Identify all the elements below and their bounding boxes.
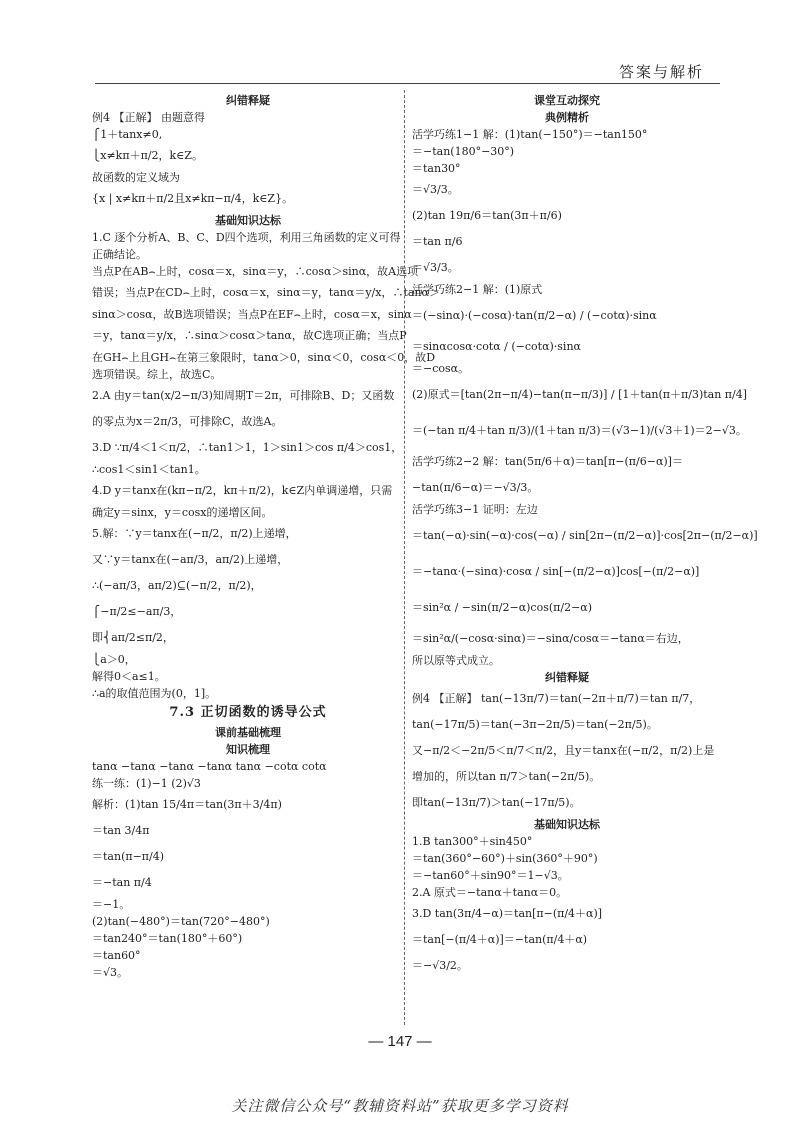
column-divider bbox=[404, 90, 405, 1025]
text-line: 的零点为x＝2π/3，可排除C，故选A。 bbox=[92, 415, 283, 428]
text-line: ⎩x≠kπ＋π/2，k∈Z。 bbox=[92, 149, 203, 162]
section-heading: 纠错释疑 bbox=[226, 94, 270, 107]
text-line: 又∵y＝tanx在(−aπ/3，aπ/2)上递增， bbox=[92, 553, 289, 566]
text-line: ＝sin²α / −sin(π/2−α)cos(π/2−α) bbox=[412, 601, 593, 614]
section-heading: 课前基础梳理 bbox=[215, 726, 281, 739]
right-column bbox=[412, 92, 758, 979]
section-heading: 知识梳理 bbox=[226, 743, 270, 756]
text-line: {x | x≠kπ＋π/2且x≠kπ−π/4，k∈Z}。 bbox=[92, 192, 294, 205]
text-line: 正确结论。 bbox=[92, 248, 147, 261]
text-line: ＝−cosα。 bbox=[412, 362, 470, 375]
text-line: ＝−tan(180°−30°) bbox=[412, 145, 515, 158]
text-line: 所以原等式成立。 bbox=[412, 654, 500, 667]
text-line: 3.D tan(3π/4−α)＝tan[π−(π/4＋α)] bbox=[412, 907, 603, 920]
text-line: 活学巧练1−1 解：(1)tan(−150°)＝−tan150° bbox=[412, 128, 648, 141]
text-line: ＝tan(π−π/4) bbox=[92, 850, 165, 863]
text-line: 选项错误。综上，故选C。 bbox=[92, 368, 222, 381]
text-line: ＝sin²α/(−cosα·sinα)＝−sinα/cosα＝−tanα＝右边， bbox=[412, 632, 689, 645]
footer-note: 关注微信公众号“教辅资料站”获取更多学习资料 bbox=[231, 1097, 569, 1115]
text-line: ＝tan240°＝tan(180°＋60°) bbox=[92, 932, 243, 945]
text-line: ＝−tanα·(−sinα)·cosα / sin[−(π/2−α)]cos[−(π/2−α)] bbox=[412, 565, 700, 578]
text-line: 例4 【正解】 tan(−13π/7)＝tan(−2π＋π/7)＝tan π/7， bbox=[412, 692, 701, 705]
text-line: 又−π/2＜−2π/5＜π/7＜π/2，且y＝tanx在(−π/2，π/2)上是 bbox=[412, 744, 715, 757]
text-line: ＝tan60° bbox=[92, 949, 141, 962]
text-line: ＝tan(360°−60°)＋sin(360°＋90°) bbox=[412, 852, 598, 865]
text-line: 当点P在AB⌢上时，cosα＝x，sinα＝y，∴cosα＞sinα，故A选项 bbox=[92, 265, 419, 278]
text-line: ∴a的取值范围为(0，1]。 bbox=[92, 687, 217, 700]
section-heading: 纠错释疑 bbox=[545, 671, 589, 684]
text-line: 2.A 由y＝tan(x/2−π/3)知周期T＝2π，可排除B、D；又函数 bbox=[92, 389, 395, 402]
page-number: — 147 — bbox=[368, 1033, 432, 1050]
text-line: ＝√3/3。 bbox=[412, 261, 459, 274]
text-line: 确定y＝sinx，y＝cosx的递增区间。 bbox=[92, 506, 273, 519]
text-line: (2)原式＝[tan(2π−π/4)−tan(π−π/3)] / [1＋tan(π＋π/3)tan π/4] bbox=[412, 388, 748, 401]
text-line: 即⎨aπ/2≤π/2， bbox=[92, 631, 174, 644]
text-line: tan(−17π/5)＝tan(−3π−2π/5)＝tan(−2π/5)。 bbox=[412, 718, 658, 731]
text-line: 解析：(1)tan 15/4π＝tan(3π＋3/4π) bbox=[92, 798, 282, 811]
text-line: ＝√3。 bbox=[92, 966, 129, 979]
text-line: ＝(−sinα)·(−cosα)·tan(π/2−α) / (−cotα)·sinα bbox=[412, 309, 657, 322]
text-line: ∴(−aπ/3，aπ/2)⊆(−π/2，π/2)， bbox=[92, 579, 262, 592]
text-line: 2.A 原式＝−tanα＋tanα＝0。 bbox=[412, 886, 568, 899]
section-heading: 课堂互动探究 bbox=[534, 94, 600, 107]
text-line: ＝(−tan π/4＋tan π/3)/(1＋tan π/3)＝(√3−1)/(√3＋1)＝2−√3。 bbox=[412, 424, 747, 437]
text-line: 错误；当点P在CD⌢上时，cosα＝x，sinα＝y，tanα＝y/x，∴tanα＞ bbox=[92, 286, 440, 299]
section-heading: 典例精析 bbox=[545, 111, 589, 124]
text-line: ＝−1。 bbox=[92, 898, 131, 911]
text-line: ＝sinαcosα·cotα / (−cotα)·sinα bbox=[412, 340, 581, 353]
text-line: ＝tan 3/4π bbox=[92, 824, 150, 837]
text-line: 解得0＜a≤1。 bbox=[92, 670, 166, 683]
header-title: 答案与解析 bbox=[618, 63, 704, 81]
section-heading: 基础知识达标 bbox=[215, 214, 281, 227]
text-line: ⎧1＋tanx≠0, bbox=[92, 128, 163, 141]
text-line: 练一练：(1)−1 (2)√3 bbox=[92, 777, 201, 790]
text-line: ＝√3/3。 bbox=[412, 183, 459, 196]
text-line: 故函数的定义域为 bbox=[92, 171, 180, 184]
text-line: ＝tan30° bbox=[412, 162, 461, 175]
text-line: ＝tan[−(π/4＋α)]＝−tan(π/4＋α) bbox=[412, 933, 588, 946]
text-line: (2)tan(−480°)＝tan(720°−480°) bbox=[92, 915, 270, 928]
text-line: 在GH⌢上且GH⌢在第三象限时，tanα＞0，sinα＜0，cosα＜0，故D bbox=[92, 351, 436, 364]
text-line: 活学巧练2−2 解：tan(5π/6＋α)＝tan[π−(π/6−α)]＝ bbox=[412, 455, 683, 468]
text-line: ＝y，tanα＝y/x，∴sinα＞cosα＞tanα，故C选项正确；当点P bbox=[92, 329, 407, 342]
text-line: (2)tan 19π/6＝tan(3π＋π/6) bbox=[412, 209, 562, 222]
text-line: 5.解：∵y＝tanx在(−π/2，π/2)上递增， bbox=[92, 527, 297, 540]
section-heading: 基础知识达标 bbox=[534, 818, 600, 831]
text-line: 3.D ∵π/4＜1＜π/2，∴tan1＞1，1＞sin1＞cos π/4＞cos1， bbox=[92, 441, 403, 454]
text-line: sinα＞cosα，故B选项错误；当点P在EF⌢上时，cosα＝x，sinα bbox=[92, 308, 412, 321]
text-line: −tan(π/6−α)＝−√3/3。 bbox=[412, 481, 539, 494]
text-line: 1.B tan300°＋sin450° bbox=[412, 835, 533, 848]
text-line: 即tan(−13π/7)＞tan(−17π/5)。 bbox=[412, 796, 581, 809]
text-line: ⎧−π/2≤−aπ/3， bbox=[92, 605, 182, 618]
text-line: ＝−√3/2。 bbox=[412, 959, 468, 972]
text-line: ＝tan(−α)·sin(−α)·cos(−α) / sin[2π−(π/2−α)]·cos[2π−(π/2−α)] bbox=[412, 529, 758, 542]
text-line: tanα −tanα −tanα −tanα tanα −cotα cotα bbox=[92, 760, 327, 773]
text-line: 活学巧练3−1 证明：左边 bbox=[412, 503, 538, 516]
text-line: ＝−tan π/4 bbox=[92, 876, 152, 889]
text-line: 4.D y＝tanx在(kπ−π/2，kπ＋π/2)，k∈Z内单调递增，只需 bbox=[92, 484, 393, 497]
text-line: 活学巧练2−1 解：(1)原式 bbox=[412, 283, 543, 296]
text-line: 例4 【正解】 由题意得 bbox=[92, 111, 205, 124]
text-line: 增加的，所以tan π/7＞tan(−2π/5)。 bbox=[412, 770, 601, 783]
section-heading: 7.3 正切函数的诱导公式 bbox=[169, 705, 327, 720]
text-line: ∴cos1＜sin1＜tan1。 bbox=[92, 463, 206, 476]
text-line: ＝tan π/6 bbox=[412, 235, 463, 248]
text-line: ⎩a＞0， bbox=[92, 653, 136, 666]
page-header bbox=[95, 55, 720, 84]
text-line: ＝−tan60°＋sin90°＝1−√3。 bbox=[412, 869, 569, 882]
text-line: 1.C 逐个分析A、B、C、D四个选项，利用三角函数的定义可得 bbox=[92, 231, 401, 244]
